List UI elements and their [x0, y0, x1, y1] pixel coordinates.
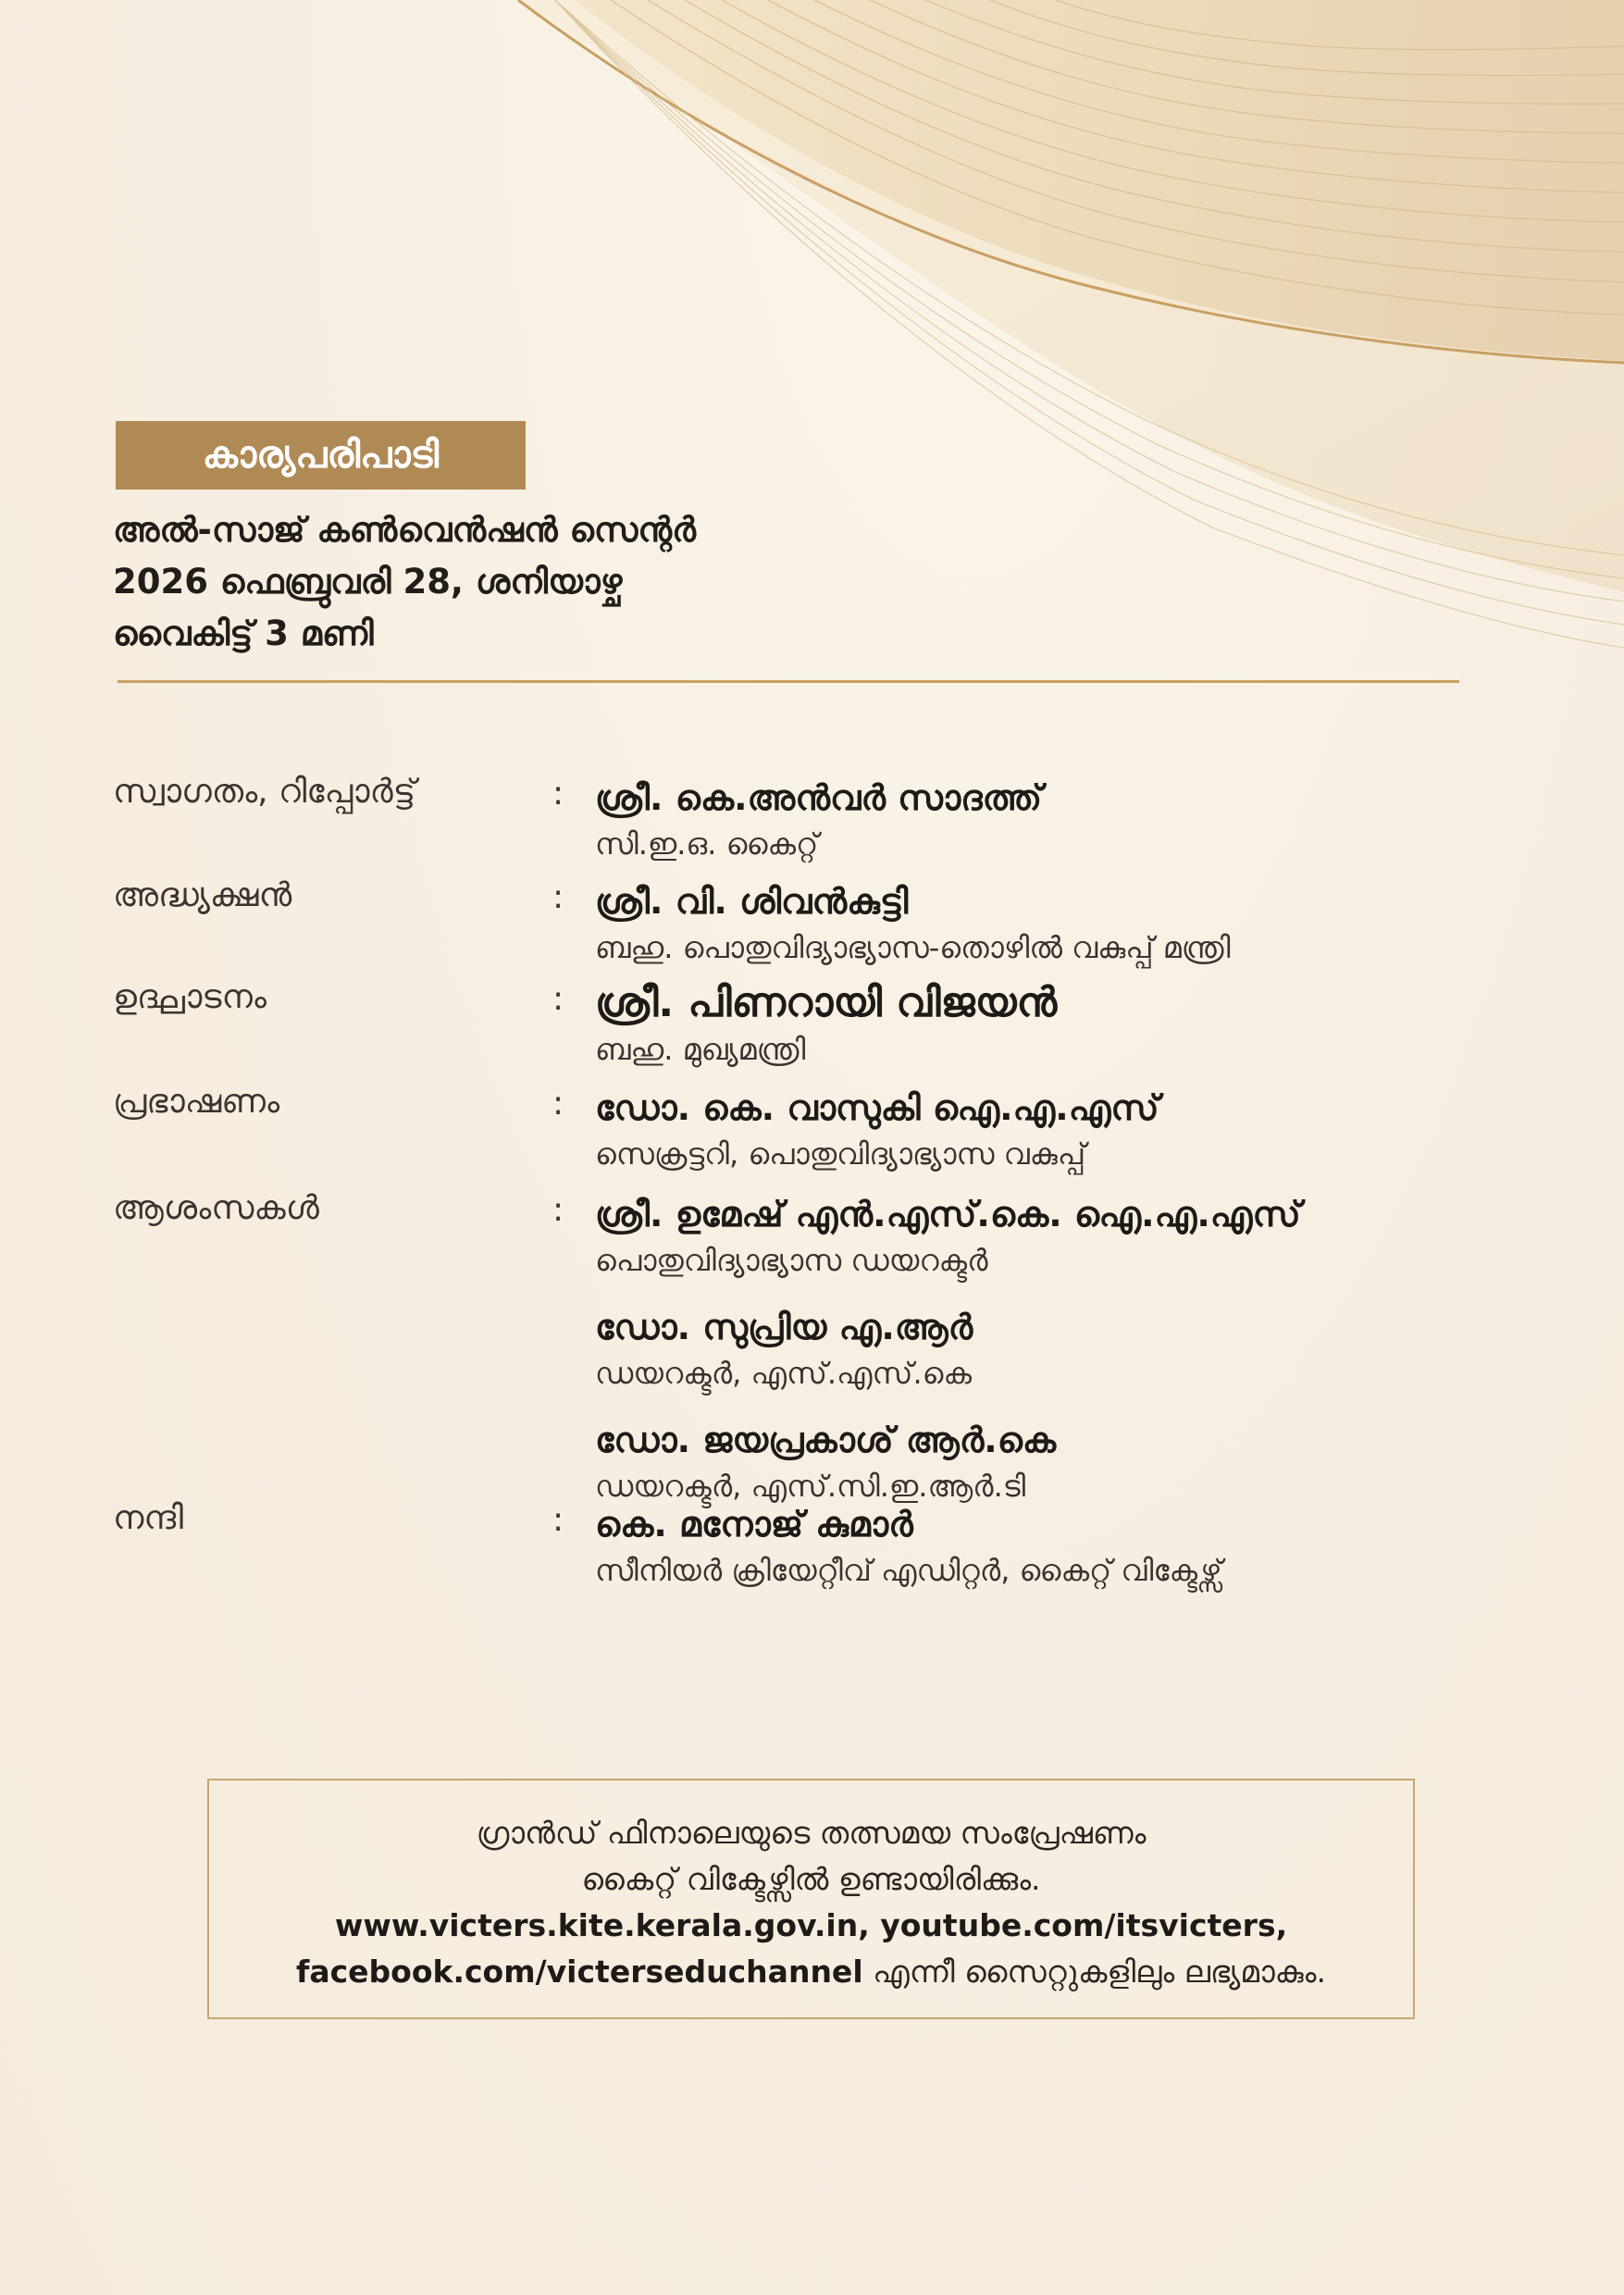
notice-line-text: എന്നീ സൈറ്റുകളിലും ലഭ്യമാകും. — [862, 1954, 1327, 1990]
role-label: അദ്ധ്യക്ഷൻ — [113, 876, 292, 914]
speaker-name: ശ്രീ. പിണറായി വിജയൻ — [595, 979, 1058, 1026]
speaker-designation: ബഹു. മുഖ്യമന്ത്രി — [595, 1032, 806, 1067]
speaker-name: ശ്രീ. കെ.അൻവർ സാദത്ത് — [595, 777, 1043, 818]
role-label: സ്വാഗതം, റിപ്പോർട്ട് — [113, 773, 416, 811]
notice-line: ഗ്രാൻഡ് ഫിനാലെയുടെ തത്സമയ സംപ്രേഷണം — [476, 1815, 1147, 1851]
venue-details — [113, 504, 696, 660]
notice-line: കൈറ്റ് വിക്ടേഴ്സിൽ ഉണ്ടായിരിക്കും. — [581, 1861, 1041, 1897]
decorative-gold-waves — [0, 0, 1624, 833]
speaker-designation: പൊതുവിദ്യാഭ്യാസ ഡയറക്ടർ — [595, 1243, 988, 1278]
speaker-list — [595, 978, 1057, 1091]
event-date: 2026 ഫെബ്രുവരി 28, ശനിയാഴ്ച — [113, 562, 623, 602]
colon-separator: : — [552, 1501, 564, 1539]
speaker-designation: ഡയറക്ടർ, എസ്.സി.ഇ.ആർ.ടി — [595, 1469, 1026, 1504]
speaker-name: ഡോ. കെ. വാസുകി ഐ.എ.എസ് — [595, 1087, 1159, 1128]
speaker-entry — [595, 1189, 1301, 1282]
speaker-list — [595, 876, 1231, 989]
role-label: ആശംസകൾ — [113, 1189, 319, 1227]
speaker-name: ശ്രീ. വി. ശിവൻകുട്ടി — [595, 881, 909, 922]
speaker-entry — [595, 978, 1057, 1071]
speaker-name: ഡോ. ജയപ്രകാശ് ആർ.കെ — [595, 1420, 1057, 1460]
speaker-entry — [595, 773, 1042, 865]
role-label: നന്ദി — [113, 1499, 184, 1537]
venue-name: അൽ-സാജ് കൺവെൻഷൻ സെന്റർ — [113, 510, 696, 550]
speaker-entry — [595, 1302, 1301, 1395]
event-time: വൈകിട്ട് 3 മണി — [113, 614, 374, 653]
speaker-entry — [595, 1083, 1159, 1175]
speaker-designation: സീനിയർ ക്രിയേറ്റീവ് എഡിറ്റർ, കൈറ്റ് വിക്ടേഴ്സ് — [595, 1553, 1222, 1588]
speaker-list — [595, 1083, 1159, 1196]
notice-links-line: www.victers.kite.kerala.gov.in, youtube.com/itsvicters, — [334, 1907, 1288, 1943]
colon-separator: : — [552, 980, 564, 1018]
speaker-name: കെ. മനോജ് കുമാർ — [595, 1504, 913, 1544]
speaker-designation: സെക്രട്ടറി, പൊതുവിദ്യാഭ്യാസ വകുപ്പ് — [595, 1136, 1086, 1172]
speaker-name: ശ്രീ. ഉമേഷ് എൻ.എസ്.കെ. ഐ.എ.എസ് — [595, 1194, 1301, 1234]
speaker-entry — [595, 876, 1231, 969]
facebook-link[interactable]: facebook.com/victerseduchannel — [295, 1954, 863, 1990]
notice-line — [209, 1949, 1413, 1995]
speaker-designation: ഡയറക്ടർ, എസ്.എസ്.കെ — [595, 1356, 972, 1391]
role-label: ഉദ്ഘാടനം — [113, 978, 267, 1016]
colon-separator: : — [552, 878, 564, 916]
role-label: പ്രഭാഷണം — [113, 1083, 280, 1121]
divider-line — [118, 680, 1459, 683]
speaker-designation: സി.ഇ.ഒ. കൈറ്റ് — [595, 826, 819, 862]
colon-separator: : — [552, 1085, 564, 1123]
speaker-list — [595, 1189, 1301, 1528]
colon-separator: : — [552, 775, 564, 813]
colon-separator: : — [552, 1191, 564, 1229]
broadcast-notice-box — [207, 1779, 1415, 2019]
speaker-designation: ബഹു. പൊതുവിദ്യാഭ്യാസ-തൊഴിൽ വകുപ്പ് മന്ത്രി — [595, 930, 1231, 965]
speaker-list — [595, 773, 1042, 886]
program-title-badge: കാര്യപരിപാടി — [116, 421, 526, 490]
speaker-name: ഡോ. സുപ്രിയ എ.ആർ — [595, 1307, 973, 1347]
speaker-entry — [595, 1499, 1222, 1592]
speaker-entry — [595, 1415, 1301, 1507]
speaker-list — [595, 1499, 1222, 1612]
